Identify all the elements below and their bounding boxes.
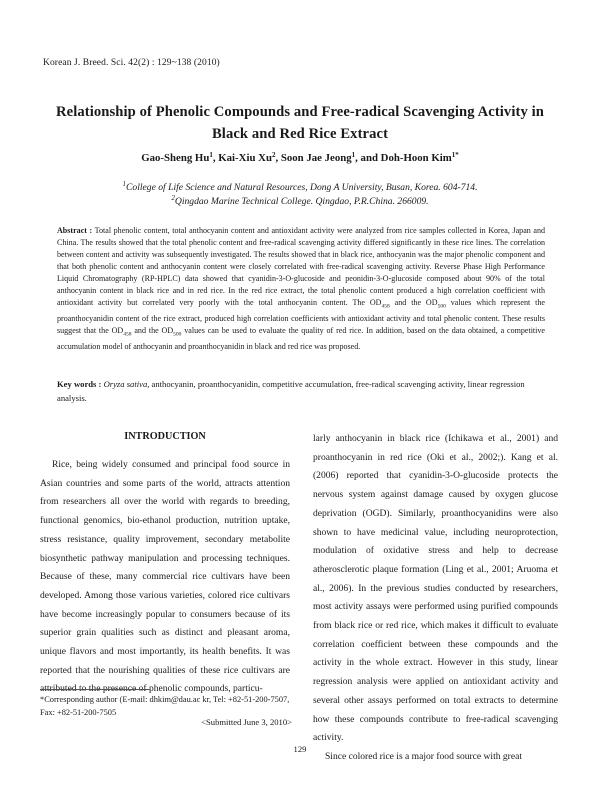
section-heading-introduction: INTRODUCTION [124,431,206,442]
affiliation-text: Qingdao Marine Technical College. Qingdao, P.R.China. 266009. [174,195,429,207]
paper-title [40,101,560,145]
author-affil-mark: 2 [271,151,276,159]
abstract-text: values which represent the proanthocyanidin content of the rice extract, produced high correlation coefficients with antioxidant activity and total phenolic content. These results suggest that the OD [57,298,546,335]
author-affil-mark: 1 [351,151,356,159]
subscript: 458 [381,303,390,310]
keywords-text: , anthocyanin, proanthocyanidin, competitive accumulation, free-radical scavenging activity, linear regression analysis. [57,379,525,403]
keywords [57,377,545,405]
affiliation-mark: 1 [122,180,127,188]
author-separator: , [212,152,219,164]
abstract-text: values can be used to evaluate the quality of red rice. In addition, based on the data obtained, a competitive accumulation model of anthocyanin and proanthocyanidin in black and red rice was proposed. [57,325,546,351]
journal-citation: Korean J. Breed. Sci. 42(2) : 129~138 (2010) [43,58,220,68]
author-separator: , and [355,152,381,164]
abstract-label: Abstract : [57,226,93,235]
intro-paragraph: Rice, being widely consumed and principal food source in Asian countries and some parts of the world, attracts attention from researchers all over the world with regards to breeding, functional genomics, bio-ethanol production, nutrition uptake, stress resistance, quality improvement, secondary metabolite biosynthetic pathway manipulation and processing techniques. Because of these, many commercial rice cultivars have been developed. Among those various varieties, colored rice cultivars have become increasingly popular to consumers because of its superior grain qualities such as distinct and pleasant aroma, unique flavors and most importantly, its health benefits. It was reported that the nourishing qualities of these rice cultivars are attributed to the presence of phenolic compounds, particu- [40,459,290,695]
footnote-rule [40,689,150,690]
abstract [57,225,545,353]
right-column [313,430,558,767]
corresponding-author-footnote: *Corresponding author (E-mail: dhkim@dau.ac kr, Tel: +82-51-200-7507, Fax: +82-51-200-7505 [40,695,290,717]
author-affil-mark: 1* [451,151,459,159]
page-number: 129 [293,744,307,754]
subscript: 500 [437,303,446,310]
subscript: 458 [123,331,132,338]
author-affil-mark: 1 [209,151,213,159]
affiliation-mark: 2 [171,193,175,202]
intro-paragraph-next [313,748,558,767]
intro-paragraph-continued: larly anthocyanin in black rice (Ichikawa et al., 2001) and proanthocyanin in red rice (Oki et al., 2002;). Kang et al. (2006) reported that cyanidin-3-O-glucoside protects the nervous system against damage caused by oxygen glucose deprivation (OGD). Similarly, proanthocyanidins were also shown to have medicinal value, including neuroprotection, modulation of oxidative stress and help to decrease atherosclerotic plaque formation (Ling et al., 2001; Aruoma et al., 2006). In the previous studies conducted by researchers, most activity assays were performed using purified compounds from black rice or red rice, which makes it difficult to evaluate correlation coefficient between these compounds and the activity in the whole extract. However in this study, linear regression analysis were applied on antioxidant activity and several other assays performed on total extracts to determine how these compounds contribute to free-radical scavenging activity. [313,433,558,744]
affiliations [40,181,560,208]
author-name: Doh-Hoon Kim [380,152,452,164]
submission-date: <Submitted June 3, 2010> [201,717,292,727]
affiliation-1 [40,181,560,195]
affiliation-text: College of Life Science and Natural Resources, Dong A University, Busan, Korea. 604-714. [126,182,478,193]
subscript: 500 [173,331,182,338]
author-name: Kai-Xiu Xu [218,152,272,164]
title-line-1: Relationship of Phenolic Compounds and Free-radical Scavenging Activity in [56,104,544,120]
intro-paragraph-text: Since colored rice is a major food source with great [325,750,522,762]
left-column [40,456,290,699]
affiliation-2 [40,195,560,209]
author-list [40,152,560,164]
keyword-species: Oryza sativa [103,379,148,389]
author-separator: , [275,152,281,164]
title-line-2: Black and Red Rice Extract [211,126,389,142]
abstract-text: and the OD [389,298,438,308]
author-name: Gao-Sheng Hu [141,152,210,164]
abstract-text: Total phenolic content, total anthocyanin content and antioxidant activity were analyzed from rice samples collected in Korea, Japan and China. The results showed that the total phenolic content and free-radical scavenging activity differed significantly in these rice lines. The correlation between content and activity was subsequently investigated. The results showed that in black rice, anthocyanin was the major phenolic component and that both phenolic content and anthocyanin content were closely correlated with free-radical scavenging activity. Reverse Phase High Performance Liquid Chromatography (RP-HPLC) data showed that cyanidin-3-O-glucoside and peonidin-3-O-glucoside composed about 90% of the total anthocyanin content in black rice and in red rice. In the red rice extract, the total phenolic content produced a high correlation coefficient with antioxidant activity but correlated very poorly with the total anthocyanin content. The OD [57,226,545,308]
author-name: Soon Jae Jeong [280,152,352,164]
keywords-label: Key words : [57,379,102,389]
abstract-text: and the OD [131,325,174,335]
